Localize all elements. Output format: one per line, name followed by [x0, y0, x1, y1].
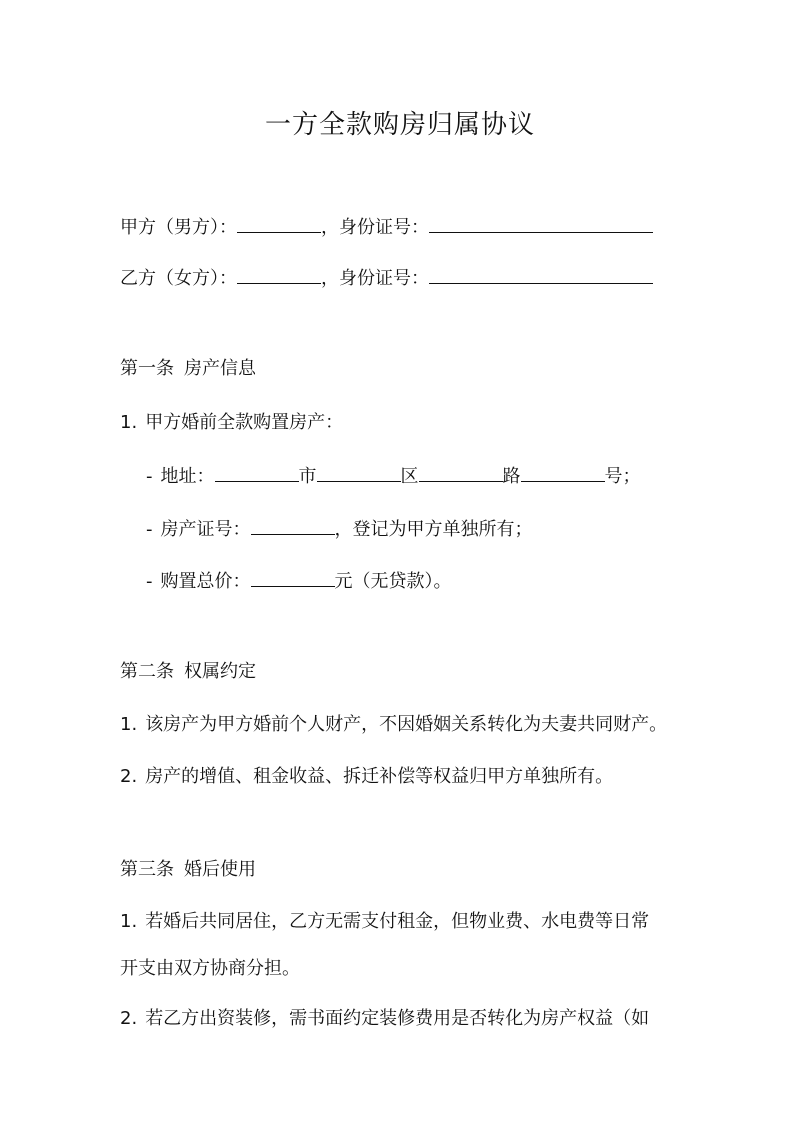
city-blank	[215, 463, 299, 482]
party-b-label: 乙方（女方）：	[120, 268, 237, 289]
article3-item1-line1	[120, 910, 649, 934]
article3-item2-text: 若乙方出资装修，需书面约定装修费用是否转化为房产权益（如	[145, 1008, 650, 1029]
price-dash: -	[146, 571, 153, 592]
article1-item1-text: 甲方婚前全款购置房产：	[145, 412, 344, 433]
article1-item1-num: 1.	[120, 412, 138, 433]
party-b-line	[120, 265, 653, 291]
article3-heading	[120, 858, 256, 882]
price-line	[146, 568, 452, 594]
road-label: 路	[502, 466, 521, 487]
article3-item2	[120, 1007, 649, 1031]
district-blank	[317, 463, 401, 482]
document-title: 一方全款购房归属协议	[264, 110, 535, 140]
party-b-id-blank	[429, 265, 653, 284]
city-label: 市	[298, 466, 317, 487]
cert-suffix: ，登记为甲方单独所有；	[334, 519, 533, 540]
cert-dash: -	[146, 519, 153, 540]
article2-item2	[120, 765, 613, 789]
article3-number: 第三条	[120, 859, 174, 880]
party-b-id-label: ，身份证号：	[321, 268, 429, 289]
article2-number: 第二条	[120, 661, 174, 682]
party-a-id-label: ，身份证号：	[321, 217, 429, 238]
cert-label: 房产证号：	[160, 519, 251, 540]
article1-title: 房产信息	[184, 358, 256, 379]
article3-title: 婚后使用	[184, 859, 256, 880]
number-blank	[521, 463, 605, 482]
party-a-name-blank	[237, 214, 321, 233]
cert-blank	[251, 516, 335, 535]
district-label: 区	[400, 466, 419, 487]
article3-item1-text-line2: 开支由双方协商分担。	[120, 958, 300, 979]
party-a-label: 甲方（男方）：	[120, 217, 237, 238]
article3-item1-num: 1.	[120, 911, 138, 932]
article1-item1	[120, 411, 343, 435]
article2-title: 权属约定	[184, 661, 256, 682]
party-a-id-blank	[429, 214, 653, 233]
article2-heading	[120, 660, 256, 684]
address-dash: -	[146, 466, 153, 487]
party-a-line	[120, 214, 653, 240]
article2-item1	[120, 713, 667, 737]
article2-item1-text: 该房产为甲方婚前个人财产，不因婚姻关系转化为夫妻共同财产。	[145, 714, 668, 735]
article2-item2-num: 2.	[120, 766, 138, 787]
article1-number: 第一条	[120, 358, 174, 379]
article2-item2-text: 房产的增值、租金收益、拆迁补偿等权益归甲方单独所有。	[145, 766, 614, 787]
price-suffix: 元（无贷款）。	[334, 571, 452, 592]
price-blank	[251, 568, 335, 587]
address-line	[146, 463, 641, 489]
number-label: 号；	[604, 466, 641, 487]
road-blank	[419, 463, 503, 482]
party-b-name-blank	[237, 265, 321, 284]
article3-item1-text-line1: 若婚后共同居住，乙方无需支付租金，但物业费、水电费等日常	[145, 911, 650, 932]
price-label: 购置总价：	[160, 571, 251, 592]
article3-item1-line2	[120, 957, 300, 981]
article3-item2-num: 2.	[120, 1008, 138, 1029]
article1-heading	[120, 357, 256, 381]
cert-line	[146, 516, 533, 542]
address-label: 地址：	[160, 466, 215, 487]
article2-item1-num: 1.	[120, 714, 138, 735]
